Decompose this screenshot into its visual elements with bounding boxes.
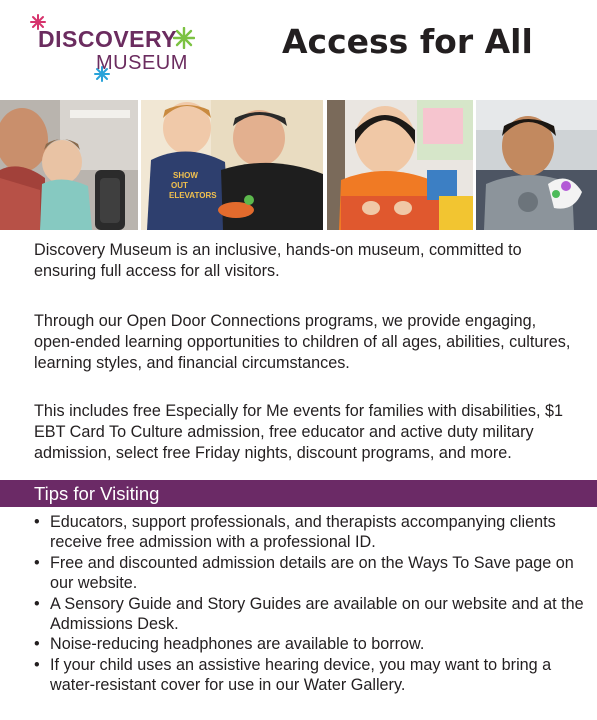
photo-boy-with-adult	[141, 100, 323, 230]
tip-text: A Sensory Guide and Story Guides are available on our website and at the Admissions Desk.	[50, 594, 584, 634]
bullet-icon: •	[34, 553, 40, 572]
list-item	[34, 594, 589, 635]
tip-text: Free and discounted admission details are on the Ways To Save page on our website.	[50, 553, 574, 593]
header	[0, 0, 597, 96]
page-title: Access for All	[282, 22, 533, 61]
photo-boy-smiling	[476, 100, 597, 230]
bullet-icon: •	[34, 594, 40, 613]
logo-text-museum: MUSEUM	[96, 52, 188, 74]
bullet-icon: •	[34, 635, 40, 654]
list-item	[34, 655, 589, 696]
svg-text:SHOW: SHOW	[173, 171, 198, 180]
svg-text:OUT: OUT	[171, 181, 188, 190]
svg-text:ELEVATORS: ELEVATORS	[169, 191, 217, 200]
photo-mother-and-baby	[0, 100, 138, 230]
list-item	[34, 634, 589, 654]
bullet-icon: •	[34, 655, 40, 674]
photo-toddler-orange-shirt	[327, 100, 473, 230]
tip-text: Educators, support professionals, and therapists accompanying clients receive free admission with a professional ID.	[50, 513, 556, 552]
intro-paragraph-2: Through our Open Door Connections programs, we provide engaging, open-ended learning opportunities to children of all ages, abilities, cultures, learning styles, and financial circumstances.	[34, 312, 571, 372]
discovery-museum-logo[interactable]	[30, 14, 210, 84]
intro-paragraph-3: This includes free Especially for Me events for families with disabilities, $1 EBT Card To Culture admission, free educator and active duty military admission, select free Friday nights, discount programs, and more.	[34, 402, 564, 462]
photo-strip	[0, 100, 597, 230]
intro-paragraph-1: Discovery Museum is an inclusive, hands-on museum, committed to ensuring full access for all visitors.	[34, 241, 522, 280]
list-item	[34, 553, 589, 594]
list-item	[34, 512, 589, 553]
tips-heading: Tips for Visiting	[34, 483, 160, 504]
logo-text-discovery: DISCOVERY	[38, 26, 178, 52]
tips-list	[34, 512, 589, 696]
tip-text: If your child uses an assistive hearing device, you may want to bring a water-resistant cover for use in our Water Gallery.	[50, 655, 552, 695]
tips-heading-bar	[0, 480, 597, 507]
bullet-icon: •	[34, 513, 40, 531]
tip-text: Noise-reducing headphones are available to borrow.	[50, 635, 425, 654]
